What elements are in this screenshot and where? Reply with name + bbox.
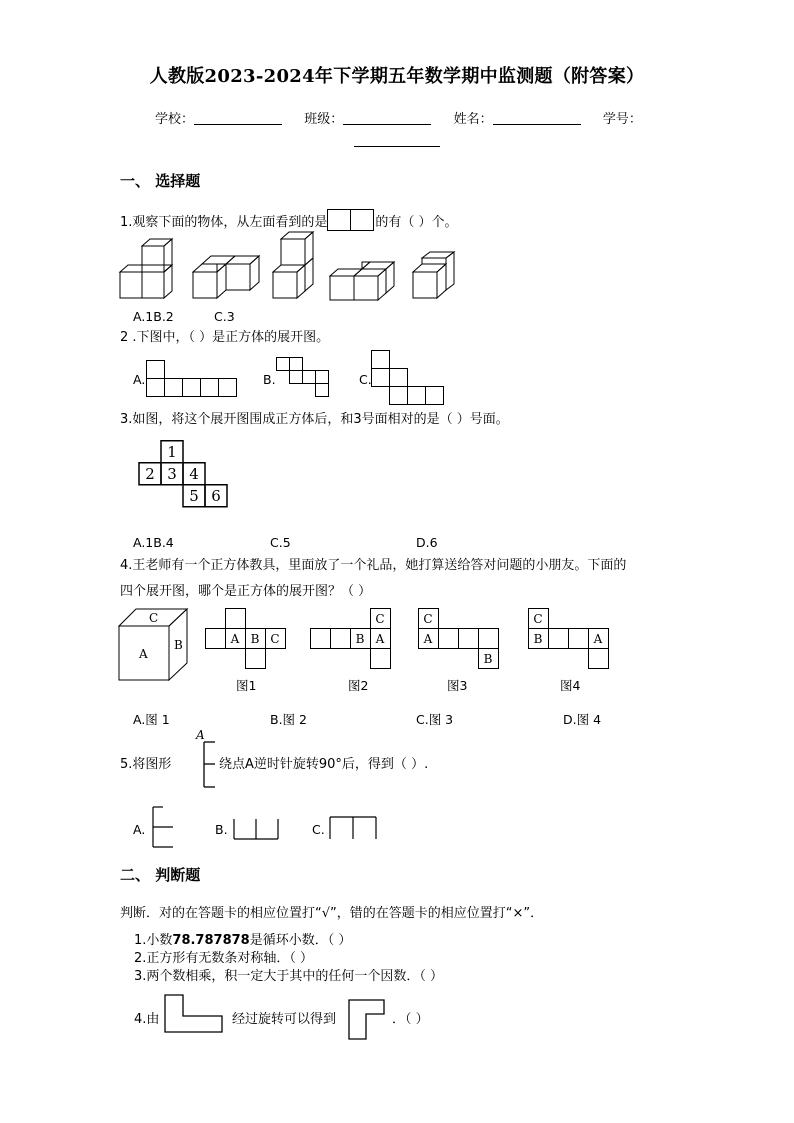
- q4-net-3: [417, 608, 503, 672]
- q4-net-4: [527, 608, 613, 672]
- judge-item-1: [134, 929, 351, 948]
- q3-net: [138, 440, 238, 514]
- q2-option-b[interactable]: B.: [263, 372, 276, 387]
- judge-item4-middle: 经过旋转可以得到: [232, 1012, 337, 1027]
- judge-item4-after: ．（ ）: [392, 1012, 429, 1027]
- name-label: 姓名：: [453, 112, 493, 127]
- judge-item-3: 3.两个数相乘，积一定大于其中的任何一个因数．（ ）: [134, 969, 444, 984]
- q5-e-shape-figure: [195, 728, 221, 790]
- judge-item1-before: 1.小数: [134, 933, 173, 948]
- info-line: [155, 108, 642, 127]
- q3-option-c[interactable]: C.5: [270, 535, 291, 550]
- q5-option-a-figure: [149, 805, 177, 849]
- class-blank[interactable]: [343, 112, 431, 125]
- q4-net2-label-c: C: [375, 612, 385, 626]
- judge-item4-l-shape: [162, 993, 226, 1035]
- q3-face-4: 4: [189, 465, 199, 483]
- q5-option-c-figure: [328, 815, 380, 841]
- q4-net2-label-b: B: [355, 632, 365, 646]
- q3-options-ab[interactable]: A.1B.4: [133, 535, 174, 550]
- q4-net2-label-a: A: [375, 632, 385, 646]
- q4-net-1: [204, 608, 290, 672]
- section-heading-choice: 一、 选择题: [120, 172, 201, 190]
- q4-fig-label-4: 图4: [560, 678, 581, 693]
- q4-net3-label-a: A: [423, 632, 433, 646]
- q5-option-c[interactable]: C.: [312, 822, 325, 837]
- q4-cube: [118, 608, 190, 682]
- judge-item4-before: 4.由: [134, 1012, 160, 1027]
- q3-face-3: 3: [167, 465, 177, 483]
- q1-option-c[interactable]: C.3: [214, 309, 235, 324]
- question-5-text-before: 5.将图形: [120, 757, 172, 772]
- q2-net-c: [371, 350, 451, 408]
- number-blank[interactable]: [354, 136, 440, 147]
- q5-option-a[interactable]: A.: [133, 822, 146, 837]
- q4-net3-label-b: B: [483, 652, 493, 666]
- q1-left-view-figure: [327, 209, 375, 231]
- school-blank[interactable]: [194, 112, 282, 125]
- q4-option-a[interactable]: A.图 1: [133, 712, 170, 727]
- q4-cube-label-a: A: [139, 647, 148, 661]
- q4-fig-label-1: 图1: [236, 678, 257, 693]
- class-label: 班级：: [304, 112, 344, 127]
- name-blank[interactable]: [493, 112, 581, 125]
- judge-item1-after: 是循环小数．（ ）: [249, 933, 352, 948]
- q1-options-ab[interactable]: A.1B.2: [133, 309, 174, 324]
- q4-fig-label-2: 图2: [348, 678, 369, 693]
- question-1: [120, 209, 458, 231]
- question-3: 3.如图，将这个展开图围成正方体后，和3号面相对的是（ ）号面。: [120, 412, 509, 427]
- school-label: 学校：: [155, 112, 195, 127]
- q4-option-d[interactable]: D.图 4: [563, 712, 602, 727]
- judge-item-2: 2.正方形有无数条对称轴．（ ）: [134, 951, 314, 966]
- question-2: 2 .下图中，（ ）是正方体的展开图。: [120, 330, 330, 345]
- q2-net-b: [276, 357, 336, 403]
- q1-cube-figures: [118, 242, 458, 304]
- q4-option-b[interactable]: B.图 2: [270, 712, 307, 727]
- q4-option-c[interactable]: C.图 3: [416, 712, 454, 727]
- section-heading-judge: 二、 判断题: [120, 866, 201, 884]
- q4-cube-label-c: C: [149, 611, 159, 625]
- q2-net-a: [146, 360, 241, 398]
- question-4-line1: 4.王老师有一个正方体教具，里面放了一个礼品，她打算送给答对问题的小朋友。下面的: [120, 558, 627, 573]
- q3-face-5: 5: [189, 487, 199, 505]
- q3-face-6: 6: [211, 487, 221, 505]
- q5-option-b-figure: [232, 815, 282, 841]
- q5-option-b[interactable]: B.: [215, 822, 228, 837]
- q4-net4-label-c: C: [533, 612, 543, 626]
- q5-point-a-label: A: [196, 728, 205, 742]
- q4-net1-label-b: B: [250, 632, 260, 646]
- q2-option-c[interactable]: C.: [359, 372, 372, 387]
- q4-net4-label-a: A: [593, 632, 603, 646]
- question-4-line2: 四个展开图，哪个是正方体的展开图？（ ）: [120, 584, 372, 599]
- q3-option-d[interactable]: D.6: [416, 535, 438, 550]
- q1-text-after: 的有（ ）个。: [375, 215, 458, 230]
- q4-fig-label-3: 图3: [447, 678, 468, 693]
- question-5-text-after: 绕点A逆时针旋转90°后，得到（ ）.: [219, 757, 429, 772]
- q4-net-2: [309, 608, 395, 672]
- judge-item4-rotated-shape: [346, 996, 386, 1042]
- q4-net3-label-c: C: [423, 612, 433, 626]
- number-label: 学号：: [602, 112, 642, 127]
- q3-face-2: 2: [145, 465, 155, 483]
- q4-net1-label-c: C: [270, 632, 280, 646]
- page-title: 人教版2023-2024年下学期五年数学期中监测题（附答案）: [149, 66, 645, 87]
- judge-intro: 判断．对的在答题卡的相应位置打“√”，错的在答题卡的相应位置打“×”．: [120, 906, 544, 921]
- q3-face-1: 1: [167, 443, 177, 461]
- judge-item1-number: 78.787878: [172, 933, 250, 948]
- q1-text-before: 1.观察下面的物体，从左面看到的是: [120, 215, 328, 230]
- q2-option-a[interactable]: A.: [133, 372, 146, 387]
- q4-net4-label-b: B: [533, 632, 543, 646]
- q4-cube-label-b: B: [174, 638, 183, 652]
- q4-net1-label-a: A: [230, 632, 240, 646]
